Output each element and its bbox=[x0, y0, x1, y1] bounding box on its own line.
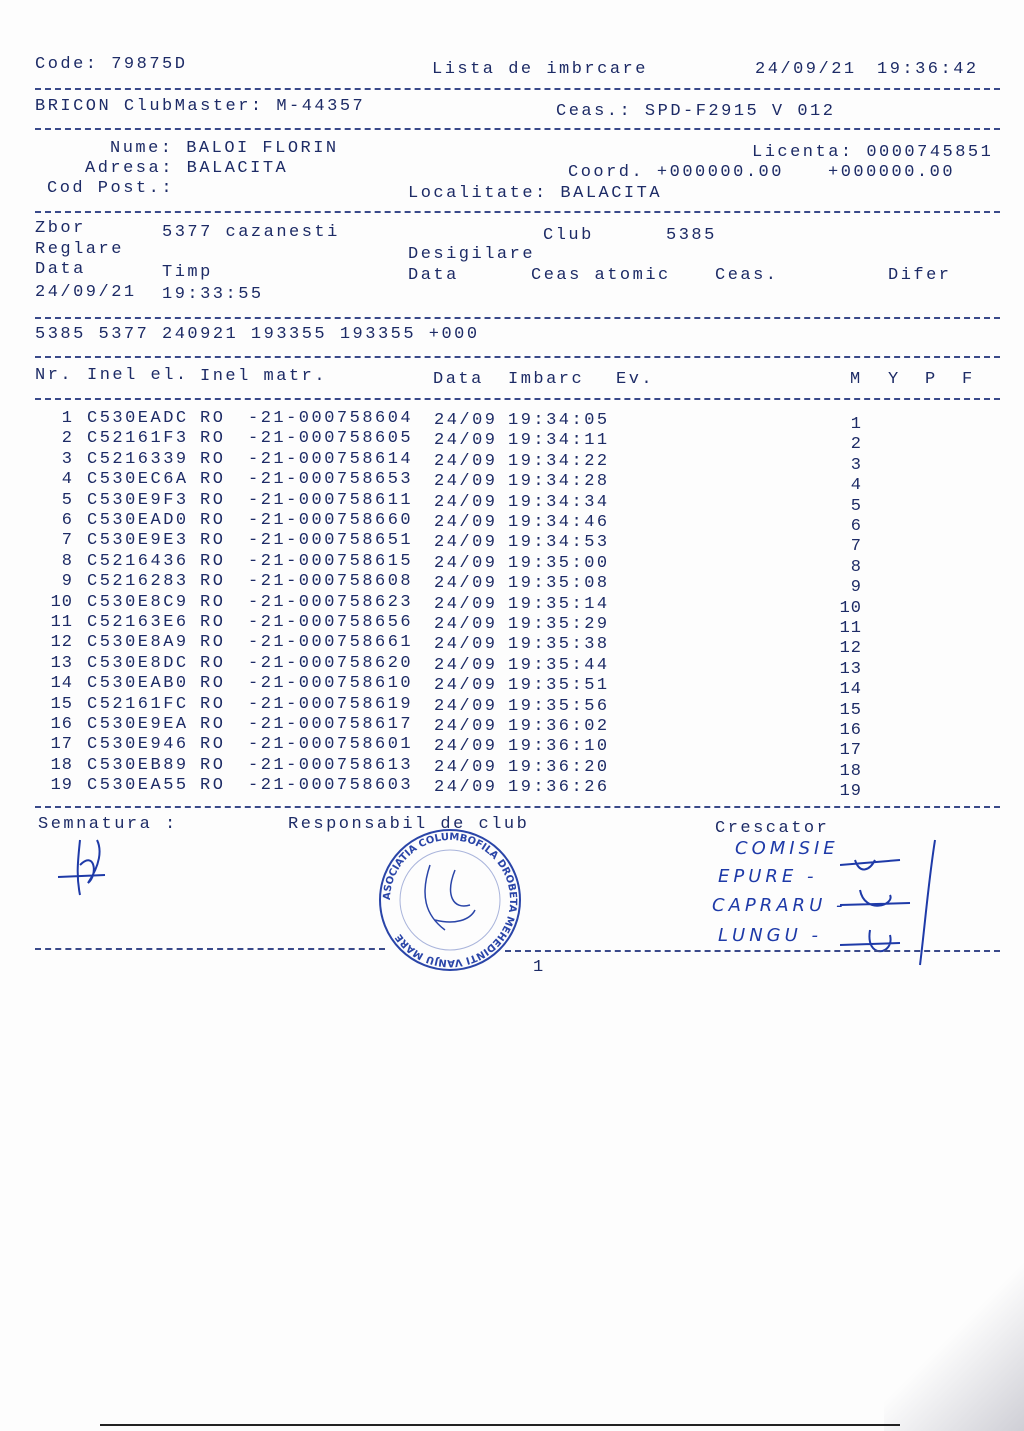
row-number: 17 bbox=[50, 735, 73, 755]
ring-number: -21-000758613 bbox=[248, 755, 414, 775]
owner-locality: Localitate: BALACITA bbox=[408, 184, 663, 203]
row-number: 16 bbox=[50, 715, 73, 734]
reg-data-label: Data bbox=[35, 260, 86, 279]
arrival-date: 24/09 bbox=[434, 513, 498, 532]
arrival-time: 19:36:20 bbox=[508, 757, 610, 777]
arrival-time: 19:34:05 bbox=[508, 411, 610, 430]
ring-country: RO bbox=[200, 490, 226, 510]
arrival-date: 24/09 bbox=[434, 615, 498, 634]
arrival-time: 19:34:11 bbox=[508, 431, 610, 451]
divider bbox=[35, 128, 1000, 130]
ring-country: RO bbox=[200, 429, 226, 449]
arrival-date: 24/09 bbox=[434, 676, 498, 696]
reg-date: 24/09/21 bbox=[35, 283, 137, 302]
position-m: 5 bbox=[850, 496, 862, 516]
position-m: 13 bbox=[839, 659, 862, 679]
flight-label: Zbor bbox=[35, 219, 86, 238]
row-number: 7 bbox=[61, 531, 73, 551]
ring-number: -21-000758623 bbox=[248, 592, 414, 612]
ring-country: RO bbox=[200, 694, 226, 714]
divider bbox=[35, 88, 1000, 90]
divider bbox=[35, 211, 1000, 213]
divider bbox=[35, 317, 1000, 319]
col-p: P bbox=[925, 370, 938, 389]
ring-number: -21-000758605 bbox=[248, 429, 414, 449]
position-m: 9 bbox=[850, 578, 862, 598]
arrival-date: 24/09 bbox=[434, 553, 498, 573]
ring-country: RO bbox=[200, 653, 226, 673]
arrival-time: 19:34:34 bbox=[508, 492, 610, 512]
row-number: 9 bbox=[61, 572, 73, 592]
position-m: 12 bbox=[839, 639, 862, 659]
ring-electronic: C530E8C9 bbox=[87, 592, 189, 612]
row-number: 11 bbox=[50, 613, 73, 632]
ring-number: -21-000758656 bbox=[248, 613, 414, 632]
ring-number: -21-000758611 bbox=[248, 490, 414, 510]
arrival-date: 24/09 bbox=[434, 594, 498, 614]
signature-label: Semnatura : bbox=[38, 815, 178, 834]
ring-number: -21-000758608 bbox=[248, 572, 414, 592]
row-number: 19 bbox=[50, 776, 73, 796]
reg-time: 19:33:55 bbox=[162, 285, 264, 304]
divider bbox=[505, 950, 1000, 952]
row-number: 14 bbox=[50, 674, 73, 694]
owner-coord: Coord. +000000.00 bbox=[568, 163, 784, 182]
signature-image bbox=[50, 835, 120, 900]
desigilare-label: Desigilare bbox=[408, 245, 536, 264]
arrival-time: 19:34:53 bbox=[508, 533, 610, 553]
code-line: 5385 5377 240921 193355 193355 +000 bbox=[35, 325, 480, 344]
arrival-date: 24/09 bbox=[434, 574, 498, 594]
ring-country: RO bbox=[200, 755, 226, 775]
handwritten-line: LUNGU - bbox=[718, 925, 823, 946]
arrival-date: 24/09 bbox=[434, 411, 498, 430]
ring-number: -21-000758617 bbox=[248, 715, 414, 734]
des-data-label: Data bbox=[408, 266, 459, 285]
owner-coord2: +000000.00 bbox=[828, 163, 956, 182]
scan-shadow bbox=[884, 1231, 1024, 1431]
ring-number: -21-000758610 bbox=[248, 674, 414, 694]
arrival-date: 24/09 bbox=[434, 778, 498, 798]
ring-country: RO bbox=[200, 592, 226, 612]
ring-electronic: C52161F3 bbox=[87, 429, 189, 449]
arrival-time: 19:36:10 bbox=[508, 737, 610, 757]
divider bbox=[35, 948, 385, 950]
page-number: 1 bbox=[533, 958, 546, 977]
ring-electronic: C530EADC bbox=[87, 409, 189, 428]
difer-label: Difer bbox=[888, 266, 952, 285]
ring-country: RO bbox=[200, 776, 226, 796]
arrival-time: 19:35:38 bbox=[508, 635, 610, 655]
arrival-date: 24/09 bbox=[434, 533, 498, 553]
col-data: Data bbox=[433, 370, 484, 389]
position-m: 19 bbox=[839, 782, 862, 802]
arrival-time: 19:35:00 bbox=[508, 553, 610, 573]
row-number: 5 bbox=[61, 490, 73, 510]
arrival-date: 24/09 bbox=[434, 717, 498, 736]
ring-country: RO bbox=[200, 613, 226, 632]
ring-electronic: C530EC6A bbox=[87, 470, 189, 490]
breeder-label: Crescator bbox=[715, 819, 830, 838]
club-value: 5385 bbox=[666, 226, 717, 245]
arrival-time: 19:35:56 bbox=[508, 696, 610, 716]
ring-number: -21-000758660 bbox=[248, 511, 414, 530]
col-ev: Ev. bbox=[616, 370, 655, 389]
row-number: 4 bbox=[61, 470, 73, 490]
position-m: 14 bbox=[839, 680, 862, 700]
divider bbox=[35, 806, 1000, 808]
col-nr: Nr. bbox=[35, 366, 74, 385]
row-number: 12 bbox=[50, 633, 73, 653]
row-number: 15 bbox=[50, 694, 73, 714]
ring-number: -21-000758620 bbox=[248, 653, 414, 673]
ceas-atomic-label: Ceas atomic bbox=[531, 266, 671, 285]
ring-country: RO bbox=[200, 511, 226, 530]
arrival-date: 24/09 bbox=[434, 655, 498, 675]
ring-electronic: C5216339 bbox=[87, 449, 189, 469]
arrival-date: 24/09 bbox=[434, 431, 498, 451]
flight-value: 5377 cazanesti bbox=[162, 223, 340, 242]
clock-id: Ceas.: SPD-F2915 V 012 bbox=[556, 102, 836, 121]
ceas-label: Ceas. bbox=[715, 266, 779, 285]
arrival-date: 24/09 bbox=[434, 757, 498, 777]
arrival-time: 19:35:08 bbox=[508, 574, 610, 594]
header-date: 24/09/21 bbox=[755, 60, 857, 79]
arrival-date: 24/09 bbox=[434, 472, 498, 492]
arrival-date: 24/09 bbox=[434, 451, 498, 471]
club-responsible-label: Responsabil de club bbox=[288, 815, 530, 834]
col-inel-matr: Inel matr. bbox=[200, 367, 328, 386]
ring-electronic: C530EAB0 bbox=[87, 674, 189, 694]
arrival-date: 24/09 bbox=[434, 737, 498, 757]
position-m: 6 bbox=[850, 517, 862, 536]
position-m: 1 bbox=[850, 415, 862, 434]
position-m: 17 bbox=[839, 741, 862, 761]
ring-electronic: C530EB89 bbox=[87, 755, 189, 775]
ring-electronic: C530E9E3 bbox=[87, 531, 189, 551]
ring-country: RO bbox=[200, 735, 226, 755]
ring-electronic: C530E8A9 bbox=[87, 633, 189, 653]
ring-country: RO bbox=[200, 674, 226, 694]
club-stamp bbox=[375, 825, 525, 975]
ring-country: RO bbox=[200, 572, 226, 592]
ring-number: -21-000758601 bbox=[248, 735, 414, 755]
row-number: 13 bbox=[50, 653, 73, 673]
ring-number: -21-000758614 bbox=[248, 449, 414, 469]
position-m: 7 bbox=[850, 537, 862, 557]
ring-electronic: C52161FC bbox=[87, 694, 189, 714]
document-title: Lista de imbrcare bbox=[432, 60, 648, 79]
ring-country: RO bbox=[200, 531, 226, 551]
ring-number: -21-000758619 bbox=[248, 694, 414, 714]
arrival-time: 19:36:02 bbox=[508, 717, 610, 736]
owner-name: Nume: BALOI FLORIN bbox=[110, 139, 339, 158]
ring-country: RO bbox=[200, 470, 226, 490]
position-m: 3 bbox=[850, 455, 862, 475]
ring-electronic: C530EA55 bbox=[87, 776, 189, 796]
row-number: 8 bbox=[61, 551, 73, 571]
arrival-time: 19:35:44 bbox=[508, 655, 610, 675]
ring-electronic: C530E8DC bbox=[87, 653, 189, 673]
owner-postal: Cod Post.: bbox=[47, 179, 175, 198]
ring-country: RO bbox=[200, 449, 226, 469]
arrival-date: 24/09 bbox=[434, 492, 498, 512]
ring-number: -21-000758661 bbox=[248, 633, 414, 653]
row-number: 3 bbox=[61, 449, 73, 469]
position-m: 11 bbox=[839, 619, 862, 638]
ring-electronic: C52163E6 bbox=[87, 613, 189, 632]
ring-electronic: C530EAD0 bbox=[87, 511, 189, 530]
header-time: 19:36:42 bbox=[877, 60, 979, 79]
ring-electronic: C5216436 bbox=[87, 551, 189, 571]
arrival-date: 24/09 bbox=[434, 635, 498, 655]
owner-license: Licenta: 0000745851 bbox=[752, 143, 994, 162]
reglare-label: Reglare bbox=[35, 240, 124, 259]
handwritten-line: CAPRARU - bbox=[712, 895, 847, 916]
arrival-time: 19:36:26 bbox=[508, 778, 610, 798]
col-inel-el: Inel el. bbox=[87, 366, 189, 385]
scan-edge-line bbox=[100, 1424, 900, 1426]
arrival-time: 19:35:14 bbox=[508, 594, 610, 614]
col-imbarc: Imbarc bbox=[508, 370, 585, 389]
ring-number: -21-000758603 bbox=[248, 776, 414, 796]
row-number: 1 bbox=[61, 409, 73, 428]
col-y: Y bbox=[888, 370, 901, 389]
arrival-time: 19:34:46 bbox=[508, 513, 610, 532]
reg-timp-label: Timp bbox=[162, 263, 213, 282]
arrival-time: 19:34:22 bbox=[508, 451, 610, 471]
ring-number: -21-000758651 bbox=[248, 531, 414, 551]
position-m: 18 bbox=[839, 761, 862, 781]
handwritten-line: COMISIE bbox=[735, 838, 839, 859]
ring-electronic: C530E9F3 bbox=[87, 490, 189, 510]
col-m: M bbox=[850, 370, 863, 389]
commission-signatures bbox=[840, 835, 940, 975]
row-number: 18 bbox=[50, 755, 73, 775]
row-number: 6 bbox=[61, 511, 73, 530]
row-number: 10 bbox=[50, 592, 73, 612]
header-code: Code: 79875D bbox=[35, 55, 188, 74]
arrival-time: 19:35:29 bbox=[508, 615, 610, 634]
position-m: 15 bbox=[839, 700, 862, 720]
position-m: 16 bbox=[839, 721, 862, 740]
row-number: 2 bbox=[61, 429, 73, 449]
arrival-date: 24/09 bbox=[434, 696, 498, 716]
svg-text:ASOCIATIA COLUMBOFILA DROBETA: ASOCIATIA COLUMBOFILA DROBETA MEHEDINTI VANJU MARE bbox=[381, 831, 519, 969]
position-m: 4 bbox=[850, 476, 862, 496]
ring-country: RO bbox=[200, 633, 226, 653]
position-m: 8 bbox=[850, 557, 862, 577]
owner-address: Adresa: BALACITA bbox=[85, 159, 289, 178]
arrival-time: 19:35:51 bbox=[508, 676, 610, 696]
ring-electronic: C5216283 bbox=[87, 572, 189, 592]
ring-country: RO bbox=[200, 715, 226, 734]
ring-number: -21-000758615 bbox=[248, 551, 414, 571]
position-m: 10 bbox=[839, 598, 862, 618]
club-label: Club bbox=[543, 226, 594, 245]
ring-number: -21-000758653 bbox=[248, 470, 414, 490]
ring-country: RO bbox=[200, 409, 226, 428]
ring-electronic: C530E946 bbox=[87, 735, 189, 755]
handwritten-line: EPURE - bbox=[718, 866, 818, 887]
position-m: 2 bbox=[850, 435, 862, 455]
divider bbox=[35, 356, 1000, 358]
clubmaster: BRICON ClubMaster: M-44357 bbox=[35, 97, 366, 116]
divider bbox=[35, 398, 1000, 400]
ring-country: RO bbox=[200, 551, 226, 571]
arrival-time: 19:34:28 bbox=[508, 472, 610, 492]
ring-number: -21-000758604 bbox=[248, 409, 414, 428]
col-f: F bbox=[962, 370, 975, 389]
ring-electronic: C530E9EA bbox=[87, 715, 189, 734]
